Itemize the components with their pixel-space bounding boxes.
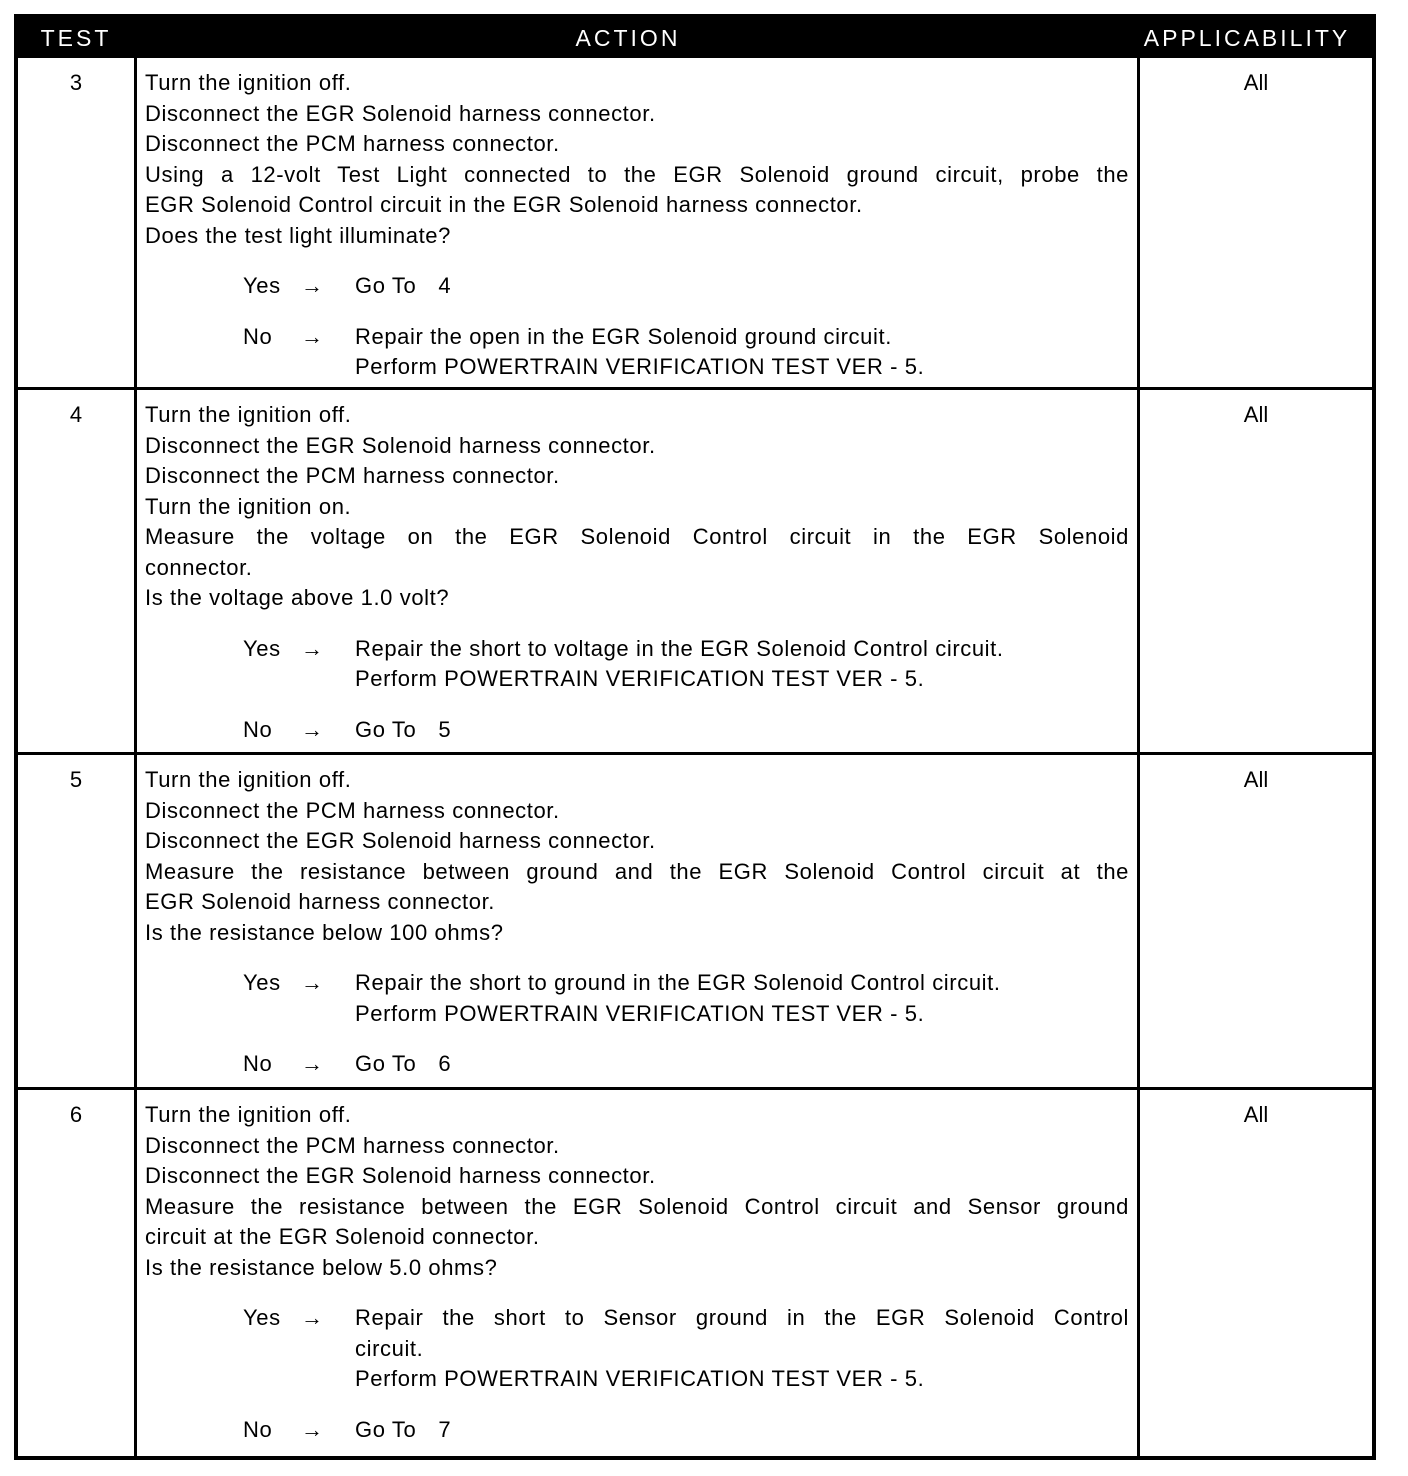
- result-line: Repair the short to ground in the EGR Solenoid Control circuit.: [355, 970, 1001, 995]
- no-branch: [145, 1415, 1129, 1446]
- arrow-icon: →: [301, 1051, 324, 1076]
- header-test: TEST: [40, 24, 112, 51]
- action-line: Turn the ignition off.: [145, 767, 352, 792]
- arrow-icon: →: [301, 273, 324, 298]
- action-line: circuit at the EGR Solenoid connector.: [145, 1224, 540, 1249]
- result-line: Perform POWERTRAIN VERIFICATION TEST VER - 5.: [355, 354, 925, 379]
- table-row: [18, 390, 1372, 752]
- arrow-icon: →: [301, 323, 324, 349]
- action-cell: [137, 390, 1137, 752]
- no-label: No: [243, 1051, 273, 1076]
- no-label: No: [243, 1416, 273, 1442]
- arrow-icon: →: [301, 1305, 324, 1330]
- no-label: No: [243, 323, 273, 349]
- action-line: Does the test light illuminate?: [145, 222, 451, 248]
- yes-branch: [145, 968, 1129, 1029]
- action-cell: [137, 1090, 1137, 1456]
- goto-step: 5: [438, 716, 452, 742]
- action-line: connector.: [145, 554, 253, 580]
- action-line: Disconnect the PCM harness connector.: [145, 797, 560, 823]
- action-line: Using a 12-volt Test Light connected to the EGR Solenoid ground circuit, probe the: [145, 161, 1129, 187]
- diagnostic-table: [14, 14, 1376, 1460]
- action-line: Disconnect the PCM harness connector.: [145, 1132, 560, 1158]
- action-line: Is the voltage above 1.0 volt?: [145, 585, 450, 610]
- action-line: Disconnect the EGR Solenoid harness connector.: [145, 432, 656, 458]
- no-branch: [145, 1049, 1129, 1080]
- action-line: EGR Solenoid Control circuit in the EGR Solenoid harness connector.: [145, 192, 863, 217]
- yes-label: Yes: [243, 635, 281, 661]
- action-line: Turn the ignition off.: [145, 1102, 352, 1127]
- arrow-icon: →: [301, 716, 324, 742]
- applicability-value: All: [1243, 1102, 1269, 1127]
- action-line: Turn the ignition off.: [145, 70, 352, 95]
- applicability-value: All: [1243, 70, 1269, 95]
- arrow-icon: →: [301, 1416, 324, 1442]
- action-cell: [137, 755, 1137, 1087]
- result-line: Repair the short to Sensor ground in the EGR Solenoid Control: [355, 1305, 1129, 1330]
- goto-step: 7: [438, 1416, 452, 1442]
- action-line: Disconnect the EGR Solenoid harness connector.: [145, 828, 656, 853]
- table-row: [18, 755, 1372, 1087]
- header-applicability: APPLICABILITY: [1143, 24, 1351, 51]
- action-line: EGR Solenoid harness connector.: [145, 889, 496, 914]
- no-branch: [145, 715, 1129, 746]
- yes-label: Yes: [243, 273, 281, 298]
- action-line: Measure the voltage on the EGR Solenoid Control circuit in the EGR Solenoid: [145, 524, 1129, 549]
- action-line: Disconnect the PCM harness connector.: [145, 131, 560, 156]
- result-line: Perform POWERTRAIN VERIFICATION TEST VER - 5.: [355, 666, 925, 691]
- test-number: 4: [69, 402, 83, 427]
- goto-text: Go To: [355, 1416, 417, 1442]
- arrow-icon: →: [301, 970, 324, 995]
- result-line: circuit.: [355, 1335, 424, 1361]
- yes-branch: [145, 634, 1129, 695]
- table-header: [18, 18, 1372, 58]
- yes-label: Yes: [243, 1305, 281, 1330]
- action-cell: [137, 58, 1137, 387]
- goto-text: Go To: [355, 716, 417, 742]
- no-branch: [145, 322, 1129, 383]
- goto-text: Go To: [355, 1051, 417, 1076]
- goto-step: 6: [438, 1051, 452, 1076]
- arrow-icon: →: [301, 635, 324, 661]
- action-line: Turn the ignition off.: [145, 402, 352, 427]
- action-line: Measure the resistance between the EGR Solenoid Control circuit and Sensor ground: [145, 1193, 1129, 1219]
- action-line: Is the resistance below 100 ohms?: [145, 919, 504, 945]
- applicability-value: All: [1243, 402, 1269, 427]
- goto-text: Go To: [355, 273, 417, 298]
- action-line: Disconnect the EGR Solenoid harness connector.: [145, 100, 656, 126]
- test-number: 3: [69, 70, 83, 95]
- test-number: 6: [69, 1102, 83, 1127]
- yes-branch: [145, 271, 1129, 302]
- action-line: Turn the ignition on.: [145, 493, 352, 519]
- yes-branch: [145, 1303, 1129, 1395]
- applicability-value: All: [1243, 767, 1269, 792]
- result-line: Repair the short to voltage in the EGR Solenoid Control circuit.: [355, 635, 1004, 661]
- action-line: Is the resistance below 5.0 ohms?: [145, 1254, 498, 1280]
- test-number: 5: [69, 767, 83, 792]
- action-line: Disconnect the EGR Solenoid harness connector.: [145, 1163, 656, 1188]
- no-label: No: [243, 716, 273, 742]
- result-line: Perform POWERTRAIN VERIFICATION TEST VER - 5.: [355, 1000, 925, 1026]
- yes-label: Yes: [243, 970, 281, 995]
- result-line: Perform POWERTRAIN VERIFICATION TEST VER - 5.: [355, 1366, 925, 1391]
- action-line: Measure the resistance between ground and the EGR Solenoid Control circuit at the: [145, 858, 1129, 884]
- table-row: [18, 58, 1372, 387]
- action-line: Disconnect the PCM harness connector.: [145, 463, 560, 488]
- table-row: [18, 1090, 1372, 1456]
- header-action: ACTION: [575, 24, 681, 51]
- goto-step: 4: [438, 273, 452, 298]
- result-line: Repair the open in the EGR Solenoid ground circuit.: [355, 323, 892, 349]
